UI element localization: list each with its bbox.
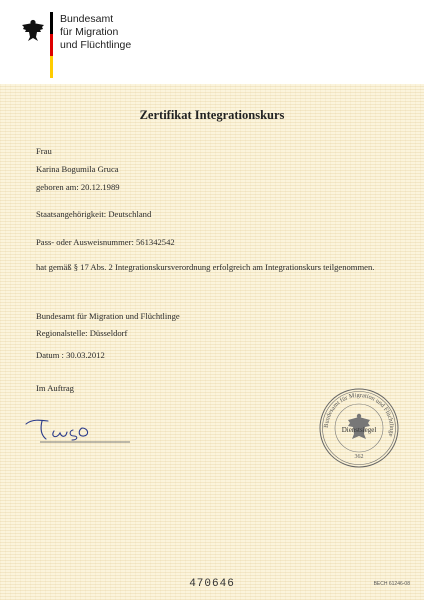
holder-name: Karina Bogumila Gruca: [36, 164, 119, 174]
completion-statement: hat gemäß § 17 Abs. 2 Integrationskursverordnung erfolgreich am Integrationskurs teilgenommen.: [36, 262, 375, 272]
flag-black: [50, 12, 53, 34]
header: [0, 0, 424, 84]
agency-name: [60, 13, 131, 52]
form-code: BECH 61246-08: [373, 581, 410, 587]
agency-line-1: Bundesamt: [60, 13, 114, 25]
nationality: Staatsangehörigkeit: Deutschland: [36, 209, 152, 219]
federal-eagle-icon: [22, 18, 44, 42]
seal-ring-path: Bundesamt für Migration und Flüchtlinge: [322, 391, 396, 438]
certificate-title: Zertifikat Integrationskurs: [139, 108, 285, 122]
seal-number: 362: [354, 454, 364, 460]
serial-number: 470646: [189, 578, 235, 590]
issuer: Bundesamt für Migration und Flüchtlinge: [36, 311, 180, 321]
birth-date: geboren am: 20.12.1989: [36, 182, 120, 192]
by-order: Im Auftrag: [36, 383, 74, 393]
agency-line-2: für Migration: [60, 26, 119, 38]
flag-gold: [50, 56, 53, 78]
issue-date: Datum : 30.03.2012: [36, 350, 105, 360]
seal-center-text: Dienstsiegel: [341, 426, 377, 434]
signature: [24, 415, 134, 445]
agency-line-3: und Flüchtlinge: [60, 39, 132, 51]
flag-stripe: [50, 12, 53, 78]
salutation: Frau: [36, 146, 52, 156]
official-seal: [318, 387, 400, 469]
regional-office: Regionalstelle: Düsseldorf: [36, 328, 128, 338]
passport-number: Pass- oder Ausweisnummer: 561342542: [36, 237, 175, 247]
flag-red: [50, 34, 53, 56]
